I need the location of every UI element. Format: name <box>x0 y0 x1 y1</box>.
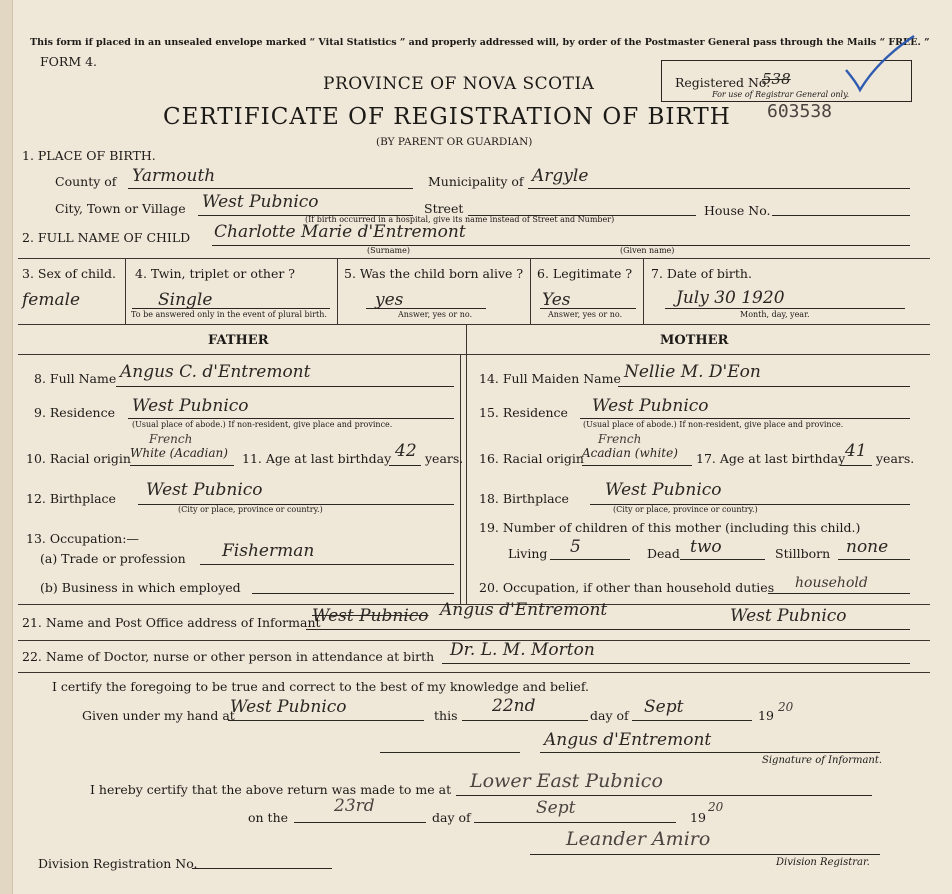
row-divider <box>18 258 930 259</box>
page-title: CERTIFICATE OF REGISTRATION OF BIRTH <box>163 104 731 130</box>
hereby-place-line <box>456 795 872 796</box>
mother-age-label: 17. Age at last birthday <box>696 451 846 466</box>
dead-value: two <box>690 537 722 557</box>
stillborn-line <box>838 559 910 560</box>
signature-line <box>380 752 520 753</box>
sex-label: 3. Sex of child. <box>22 266 117 281</box>
page-subtitle: (BY PARENT OR GUARDIAN) <box>376 136 533 148</box>
mother-name-value: Nellie M. D'Eon <box>624 362 761 382</box>
father-birthplace-note: (City or place, province or country.) <box>178 505 323 514</box>
father-trade-value: Fisherman <box>222 541 315 561</box>
mother-occupation-label: 20. Occupation, if other than household duties <box>479 580 775 595</box>
legitimate-note: Answer, yes or no. <box>548 310 623 319</box>
cell-divider <box>643 258 644 324</box>
given-place-line <box>228 720 424 721</box>
informant-label: 21. Name and Post Office address of Informant <box>22 615 321 630</box>
stillborn-value: none <box>846 537 889 557</box>
alive-label: 5. Was the child born alive ? <box>344 266 524 281</box>
county-label: County of <box>55 174 117 189</box>
registrar-label: Division Registrar. <box>776 857 870 868</box>
doctor-line <box>442 663 910 664</box>
month-line <box>632 720 752 721</box>
mother-residence-note: (Usual place of abode.) If non-resident, give place and province. <box>583 420 844 429</box>
row-divider <box>18 672 930 673</box>
twin-value: Single <box>158 290 213 310</box>
doctor-value: Dr. L. M. Morton <box>450 640 595 660</box>
stamp-number: 603538 <box>767 101 833 122</box>
on-day-line <box>294 822 426 823</box>
legitimate-line <box>540 308 636 309</box>
municipality-label: Municipality of <box>428 174 524 189</box>
this-label: this <box>434 708 458 723</box>
mother-residence-value: West Pubnico <box>592 396 709 416</box>
province-heading: PROVINCE OF NOVA SCOTIA <box>323 74 595 94</box>
twin-line <box>132 308 330 309</box>
division-registration-line <box>192 868 332 869</box>
house-label: House No. <box>704 203 771 218</box>
given-label: Given under my hand at <box>82 708 235 723</box>
mother-occupation-value: household <box>795 575 868 591</box>
registrar-note: For use of Registrar General only. <box>712 90 850 99</box>
father-birthplace-value: West Pubnico <box>146 480 263 500</box>
father-trade-label: (a) Trade or profession <box>40 551 186 566</box>
on-the-label: on the <box>248 810 289 825</box>
county-line <box>128 188 413 189</box>
father-residence-label: 9. Residence <box>34 405 115 420</box>
mother-birthplace-value: West Pubnico <box>605 480 722 500</box>
living-label: Living <box>508 546 548 561</box>
date-line <box>665 308 905 309</box>
registrar-line <box>530 854 880 855</box>
alive-note: Answer, yes or no. <box>398 310 473 319</box>
registered-number: 538 <box>762 70 791 88</box>
doctor-label: 22. Name of Doctor, nurse or other person in attendance at birth <box>22 649 435 664</box>
city-label: City, Town or Village <box>55 201 186 216</box>
twin-note: To be answered only in the event of plural birth. <box>131 310 327 319</box>
father-name-value: Angus C. d'Entremont <box>120 362 311 382</box>
informant-signature: Angus d'Entremont <box>544 730 712 750</box>
child-name-value: Charlotte Marie d'Entremont <box>214 222 466 242</box>
informant-line <box>306 629 910 630</box>
date-label: 7. Date of birth. <box>651 266 752 281</box>
mother-racial-above: French <box>598 432 642 446</box>
dead-line <box>680 559 765 560</box>
signature-line <box>540 752 880 753</box>
father-age-value: 42 <box>395 441 417 461</box>
father-years-label: years. <box>425 451 464 466</box>
legitimate-value: Yes <box>542 290 571 310</box>
mother-age-value: 41 <box>845 441 867 461</box>
legitimate-label: 6. Legitimate ? <box>537 266 633 281</box>
mother-name-line <box>618 386 910 387</box>
registered-label: Registered No. <box>675 75 771 90</box>
mother-heading: MOTHER <box>660 333 729 348</box>
cell-divider <box>337 258 338 324</box>
certify-text: I certify the foregoing to be true and correct to the best of my knowledge and belief. <box>52 679 589 694</box>
father-trade-line <box>200 564 454 565</box>
mother-years-label: years. <box>876 451 915 466</box>
alive-value: yes <box>375 290 404 310</box>
day-line <box>462 720 588 721</box>
father-racial-value: White (Acadian) <box>130 446 228 460</box>
day-of-label: day of <box>590 708 629 723</box>
child-name-label: 2. FULL NAME OF CHILD <box>22 230 191 245</box>
father-heading: FATHER <box>208 333 269 348</box>
municipality-value: Argyle <box>532 166 589 186</box>
informant-struck-text: West Pubnico <box>312 606 429 626</box>
alive-line <box>366 308 486 309</box>
form-number: FORM 4. <box>40 54 98 69</box>
house-line <box>772 215 910 216</box>
row-divider <box>18 324 930 325</box>
mother-racial-line <box>582 465 692 466</box>
mother-name-label: 14. Full Maiden Name <box>479 371 621 386</box>
surname-note: (Surname) <box>367 246 410 255</box>
day-value: 22nd <box>492 696 536 716</box>
father-residence-line <box>128 418 454 419</box>
father-business-line <box>252 593 454 594</box>
date-value: July 30 1920 <box>676 288 785 308</box>
father-residence-value: West Pubnico <box>132 396 249 416</box>
parent-divider <box>460 354 461 604</box>
father-birthplace-label: 12. Birthplace <box>26 491 116 506</box>
mother-birthplace-label: 18. Birthplace <box>479 491 569 506</box>
father-racial-line <box>130 465 234 466</box>
living-line <box>550 559 630 560</box>
informant-address: West Pubnico <box>730 606 847 626</box>
hospital-note: (If birth occurred in a hospital, give its name instead of Street and Number) <box>305 215 615 224</box>
page-binding-edge <box>0 0 13 894</box>
on-day-of-label: day of <box>432 810 471 825</box>
child-name-line <box>212 245 910 246</box>
check-mark-icon <box>840 30 920 95</box>
place-of-birth-label: 1. PLACE OF BIRTH. <box>22 148 156 163</box>
county-value: Yarmouth <box>132 166 216 186</box>
stillborn-label: Stillborn <box>775 546 831 561</box>
year-prefix: 19 <box>758 708 774 723</box>
father-name-line <box>116 386 454 387</box>
mail-notice: This form if placed in an unsealed envelope marked “ Vital Statistics ” and properly addressed will, by order of the Postmaster General pass through the Mails “ FREE. ” <box>30 37 930 48</box>
father-residence-note: (Usual place of abode.) If non-resident, give place and province. <box>132 420 393 429</box>
mother-residence-label: 15. Residence <box>479 405 568 420</box>
on-day-value: 23rd <box>334 796 375 816</box>
hereby-place-value: Lower East Pubnico <box>470 770 663 792</box>
given-place-value: West Pubnico <box>230 697 347 717</box>
municipality-line <box>528 188 910 189</box>
sex-value: female <box>22 290 81 310</box>
on-month-value: Sept <box>536 798 576 818</box>
given-name-note: (Given name) <box>620 246 675 255</box>
father-racial-above: French <box>149 432 193 446</box>
month-value: Sept <box>644 697 684 717</box>
father-business-label: (b) Business in which employed <box>40 580 241 595</box>
registrar-signature: Leander Amiro <box>566 828 711 850</box>
cell-divider <box>530 258 531 324</box>
father-age-label: 11. Age at last birthday <box>242 451 392 466</box>
mother-residence-line <box>580 418 910 419</box>
mother-occupation-line <box>768 593 910 594</box>
father-racial-label: 10. Racial origin <box>26 451 131 466</box>
parent-divider <box>466 324 467 604</box>
year-value: 20 <box>778 700 794 714</box>
mother-birthplace-note: (City or place, province or country.) <box>613 505 758 514</box>
dead-label: Dead <box>647 546 680 561</box>
hereby-label: I hereby certify that the above return was made to me at <box>90 782 452 797</box>
division-registration-label: Division Registration No. <box>38 856 198 871</box>
city-value: West Pubnico <box>202 192 319 212</box>
date-note: Month, day, year. <box>740 310 810 319</box>
street-label: Street <box>424 201 464 216</box>
father-name-label: 8. Full Name <box>34 371 117 386</box>
on-year-prefix: 19 <box>690 810 706 825</box>
living-value: 5 <box>570 537 581 557</box>
mother-racial-value: Acadian (white) <box>582 446 678 460</box>
on-year-value: 20 <box>708 800 724 814</box>
row-divider <box>18 354 930 355</box>
father-age-line <box>389 465 421 466</box>
father-occupation-label: 13. Occupation:— <box>26 531 139 546</box>
mother-age-line <box>840 465 872 466</box>
twin-label: 4. Twin, triplet or other ? <box>135 266 295 281</box>
informant-value: Angus d'Entremont <box>440 600 608 620</box>
children-count-label: 19. Number of children of this mother (including this child.) <box>479 520 861 535</box>
signature-label: Signature of Informant. <box>762 755 883 766</box>
mother-racial-label: 16. Racial origin <box>479 451 584 466</box>
on-month-line <box>474 822 676 823</box>
cell-divider <box>125 258 126 324</box>
